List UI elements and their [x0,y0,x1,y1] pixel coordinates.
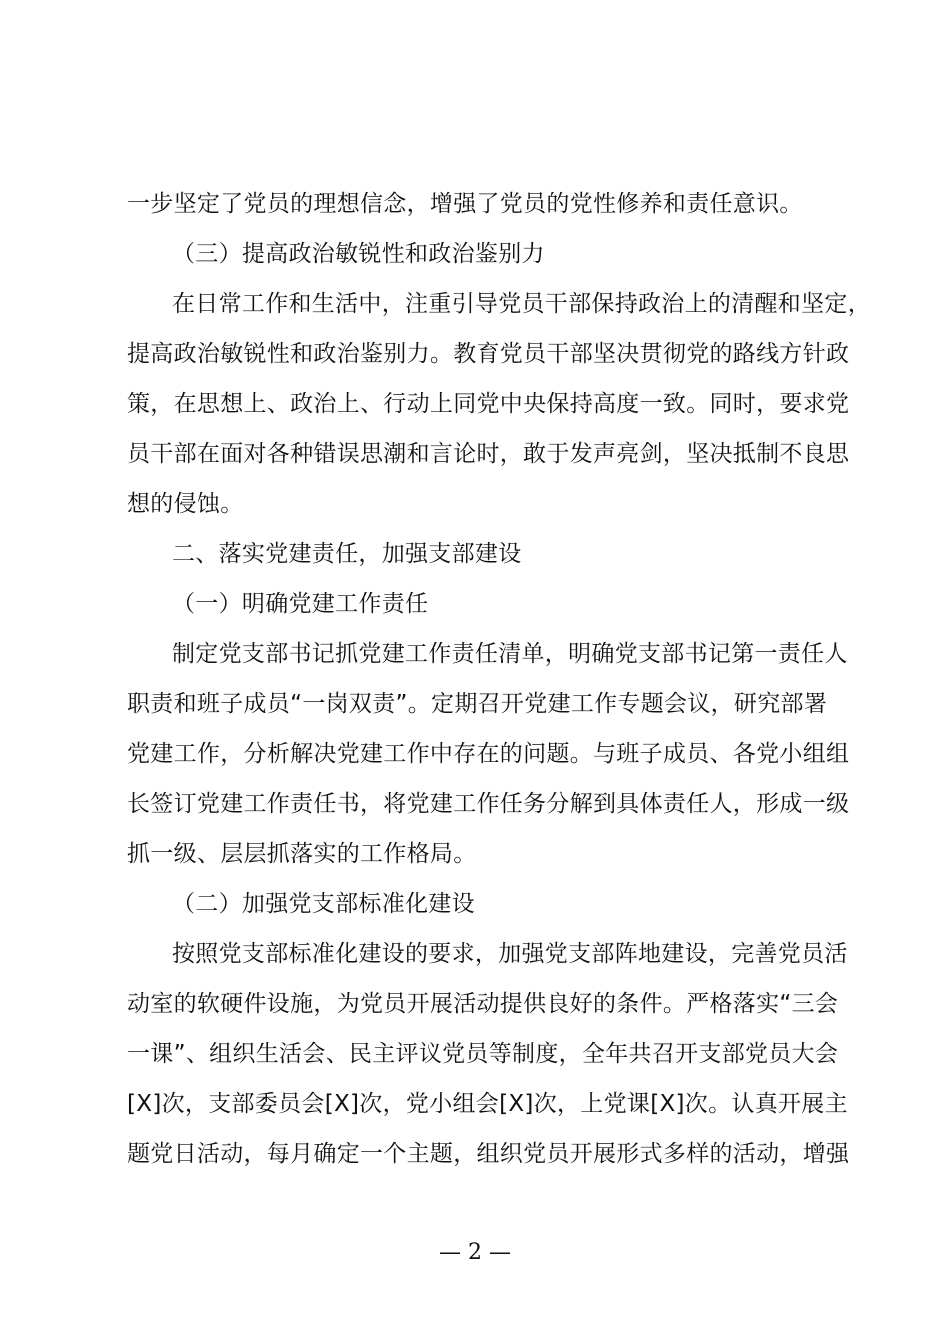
section-heading-1: （一）明确党建工作责任 [172,591,429,617]
text-line-3: 在日常工作和生活中，注重引导党员干部保持政治上的清醒和坚定， [172,291,871,317]
text-line-1: 一步坚定了党员的理想信念，增强了党员的党性修养和责任意识。 [127,191,803,217]
text-line-16: 按照党支部标准化建设的要求，加强党支部阵地建设，完善党员活 [172,941,848,967]
chapter-heading-2: 二、落实党建责任，加强支部建设 [172,541,522,567]
text-line-7: 想的侵蚀。 [127,491,244,517]
text-line-18: 一课”、组织生活会、民主评议党员等制度，全年共召开支部党员大会 [127,1041,839,1067]
text-line-17: 动室的软硬件设施，为党员开展活动提供良好的条件。严格落实“三会 [127,991,839,1017]
text-line-11: 职责和班子成员“一岗双责”。定期召开党建工作专题会议，研究部署 [127,691,828,717]
text-line-14: 抓一级、层层抓落实的工作格局。 [127,841,477,867]
text-line-6: 员干部在面对各种错误思潮和言论时，敢于发声亮剑，坚决抵制不良思 [127,441,850,467]
text-line-4: 提高政治敏锐性和政治鉴别力。教育党员干部坚决贯彻党的路线方针政 [127,341,850,367]
text-line-12: 党建工作，分析解决党建工作中存在的问题。与班子成员、各党小组组 [127,741,850,767]
page-number: — 2 — [439,1240,511,1265]
section-heading-2: （二）加强党支部标准化建设 [172,891,475,917]
text-line-19: [X]次，支部委员会[X]次，党小组会[X]次，上党课[X]次。认真开展主 [127,1091,848,1117]
text-line-5: 策，在思想上、政治上、行动上同党中央保持高度一致。同时，要求党 [127,391,850,417]
text-line-20: 题党日活动，每月确定一个主题，组织党员开展形式多样的活动，增强 [127,1141,850,1167]
text-line-10: 制定党支部书记抓党建工作责任清单，明确党支部书记第一责任人 [172,641,848,667]
section-heading-3: （三）提高政治敏锐性和政治鉴别力 [172,241,545,267]
text-line-13: 长签订党建工作责任书，将党建工作任务分解到具体责任人，形成一级 [127,791,850,817]
